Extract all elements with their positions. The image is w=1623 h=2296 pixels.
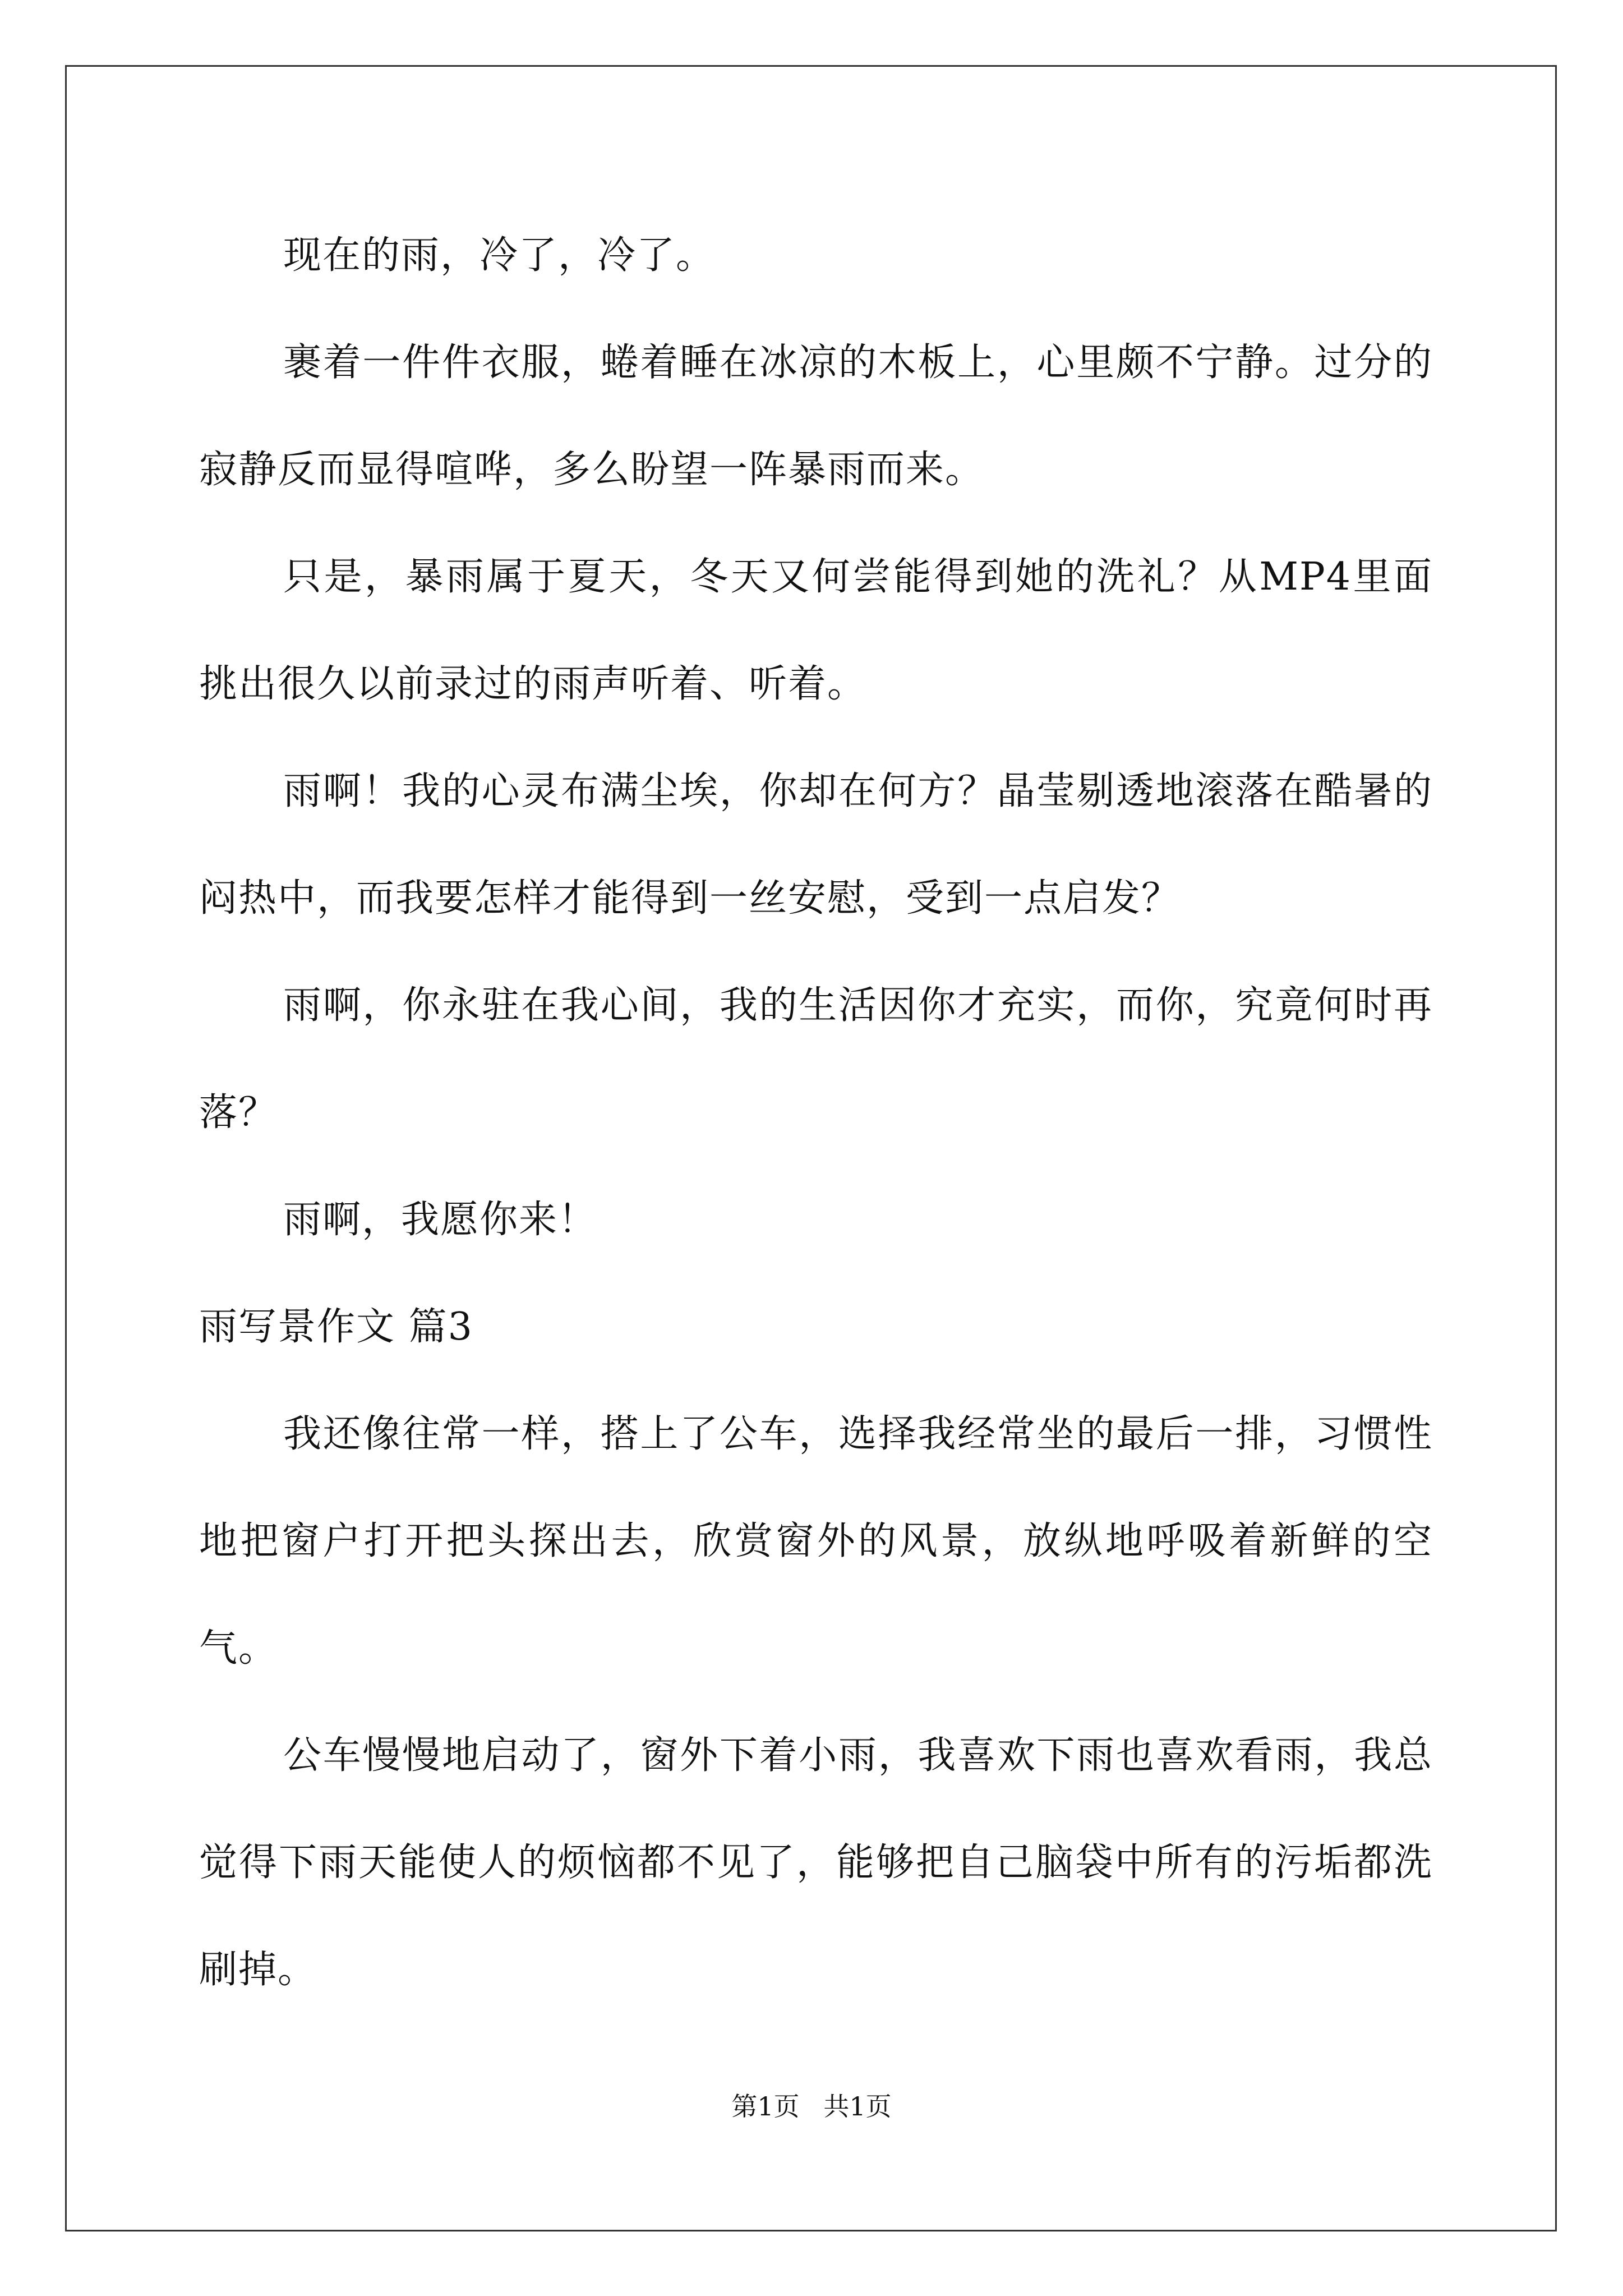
paragraph: 雨啊，我愿你来！ [283, 1198, 598, 1242]
section-heading: 雨写景作文 篇3 [199, 1305, 473, 1349]
paragraph: 现在的雨，冷了，冷了。 [283, 233, 716, 278]
paragraph: 雨啊！我的心灵布满尘埃，你却在何方？晶莹剔透地滚落在酷暑的闷热中，而我要怎样才能得到一丝安慰，受到一点启发？ [199, 769, 1433, 921]
paragraph: 我还像往常一样，搭上了公车，选择我经常坐的最后一排，习惯性地把窗户打开把头探出去，欣赏窗外的风景，放纵地呼吸着新鲜的空气。 [199, 1412, 1433, 1671]
document-body [199, 202, 1433, 2023]
paragraph: 只是，暴雨属于夏天，冬天又何尝能得到她的洗礼？从MP4里面挑出很久以前录过的雨声听着、听着。 [199, 555, 1433, 706]
page-number-total: 共1页 [823, 2091, 892, 2122]
page-number-current: 第1页 [731, 2091, 800, 2122]
paragraph: 公车慢慢地启动了，窗外下着小雨，我喜欢下雨也喜欢看雨，我总觉得下雨天能使人的烦恼都不见了，能够把自己脑袋中所有的污垢都洗刷掉。 [199, 1733, 1433, 1992]
paragraph: 裹着一件件衣服，蜷着睡在冰凉的木板上，心里颇不宁静。过分的寂静反而显得喧哗，多么盼望一阵暴雨而来。 [199, 341, 1433, 492]
page-footer [0, 2090, 1623, 2123]
paragraph: 雨啊，你永驻在我心间，我的生活因你才充实，而你，究竟何时再落？ [199, 983, 1433, 1135]
